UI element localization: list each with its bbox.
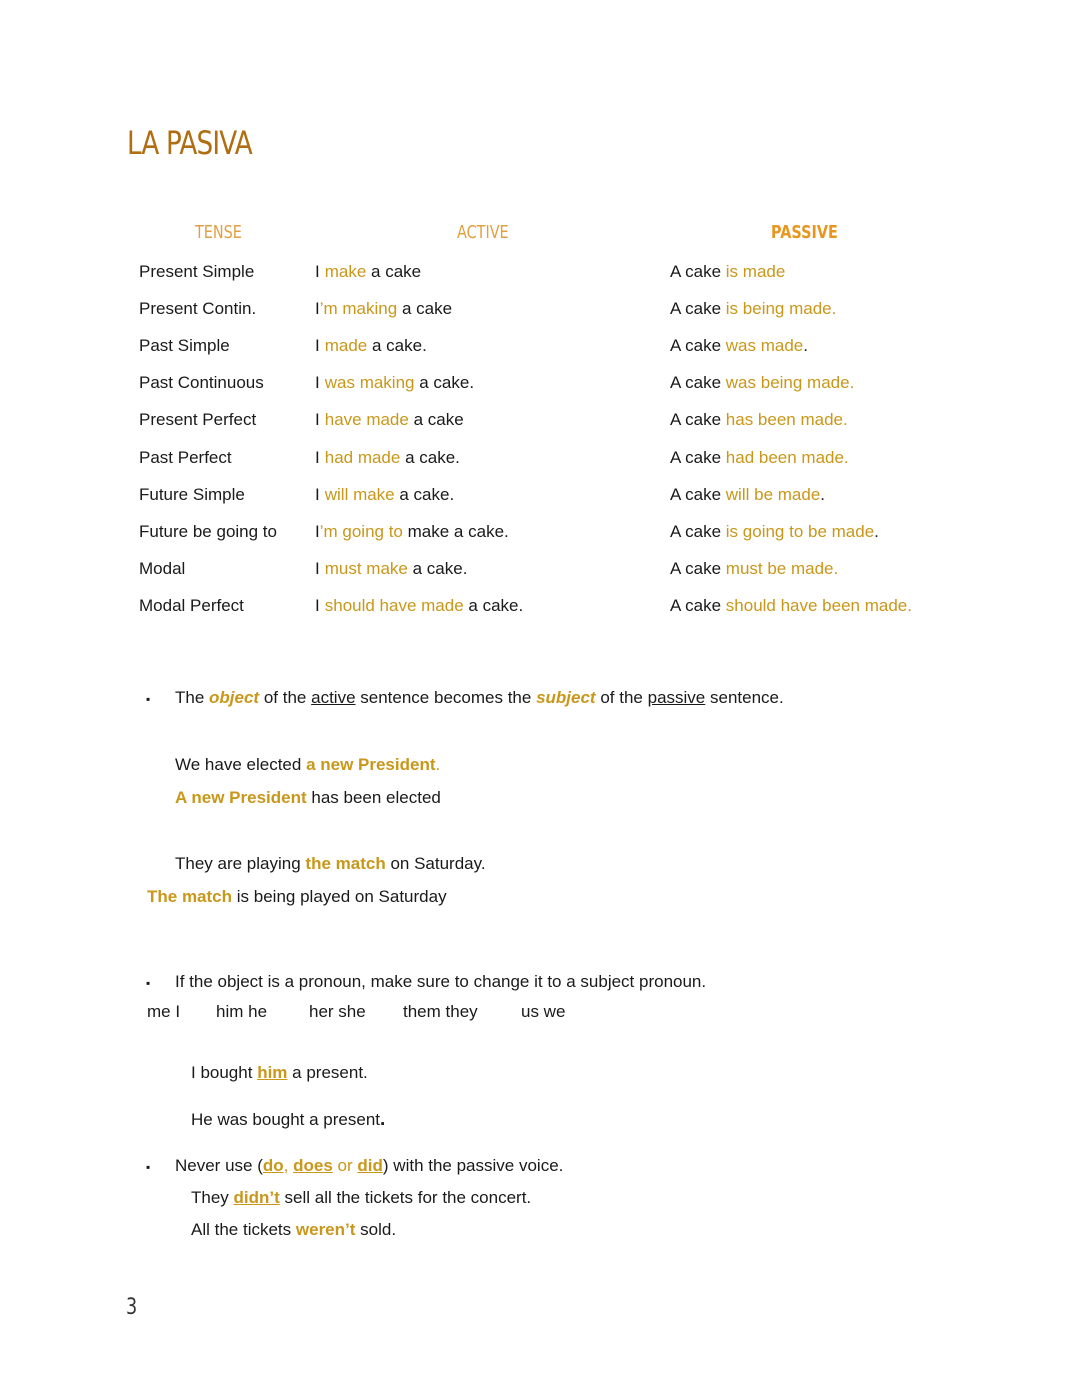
active-example: I had made a cake. [315,448,460,467]
passive-example: A cake was made. [670,336,808,355]
active-example: I must make a cake. [315,559,468,578]
passive-example: A cake was being made. [670,373,855,392]
rule-object-subject: The object of the active sentence becomes the subject of the passive sentence. [175,688,784,707]
tense-name: Past Perfect [139,448,232,467]
passive-example: A cake has been made. [670,410,848,429]
tense-name: Future Simple [139,485,245,504]
active-example: I made a cake. [315,336,427,355]
tense-name: Modal [139,559,186,578]
tense-name: Present Simple [139,262,255,281]
tense-name: Modal Perfect [139,596,244,615]
active-example: I should have made a cake. [315,596,524,615]
page-title: LA PASIVA [127,124,252,162]
passive-example: A cake will be made. [670,485,826,504]
active-example: I’m making a cake [315,299,453,318]
example-passive-president: A new President has been elected [175,788,441,807]
pronoun-him-he: him he [216,1002,268,1021]
example-active-present: I bought him a present. [191,1063,368,1082]
tense-name: Present Contin. [139,299,257,318]
passive-example: A cake must be made. [670,559,839,578]
pronoun-us-we: us we [521,1002,566,1021]
header-passive: PASSIVE [771,222,838,243]
header-active: ACTIVE [457,222,509,243]
active-example: I make a cake [315,262,422,281]
bullet-marker: ▪ [146,976,151,990]
rule-pronoun: If the object is a pronoun, make sure to change it to a subject pronoun. [175,972,707,991]
example-passive-tickets: All the tickets weren’t sold. [191,1220,397,1239]
active-example: I have made a cake [315,410,464,429]
passive-example: A cake is made [670,262,786,281]
active-example: I was making a cake. [315,373,475,392]
active-example: I will make a cake. [315,485,455,504]
tense-name: Past Simple [139,336,230,355]
example-active-president: We have elected a new President. [175,755,441,774]
tense-name: Past Continuous [139,373,264,392]
example-passive-present: He was bought a present. [191,1109,386,1130]
tense-name: Present Perfect [139,410,257,429]
example-passive-match: The match is being played on Saturday [147,887,447,906]
tense-name: Future be going to [139,522,277,541]
passive-example: A cake should have been made. [670,596,912,615]
passive-example: A cake is going to be made. [670,522,879,541]
pronoun-me-i: me I [147,1002,181,1021]
bullet-marker: ▪ [146,692,151,706]
pronoun-them-they: them they [403,1002,478,1021]
page-number: 3 [126,1295,138,1320]
passive-example: A cake had been made. [670,448,849,467]
active-example: I’m going to make a cake. [315,522,509,541]
example-active-tickets: They didn’t sell all the tickets for the concert. [191,1188,532,1207]
passive-example: A cake is being made. [670,299,837,318]
example-active-match: They are playing the match on Saturday. [175,854,486,873]
header-tense: TENSE [195,222,242,243]
pronoun-her-she: her she [309,1002,366,1021]
rule-do-does-did: Never use (do, does or did) with the passive voice. [175,1156,564,1175]
bullet-marker: ▪ [146,1160,151,1174]
